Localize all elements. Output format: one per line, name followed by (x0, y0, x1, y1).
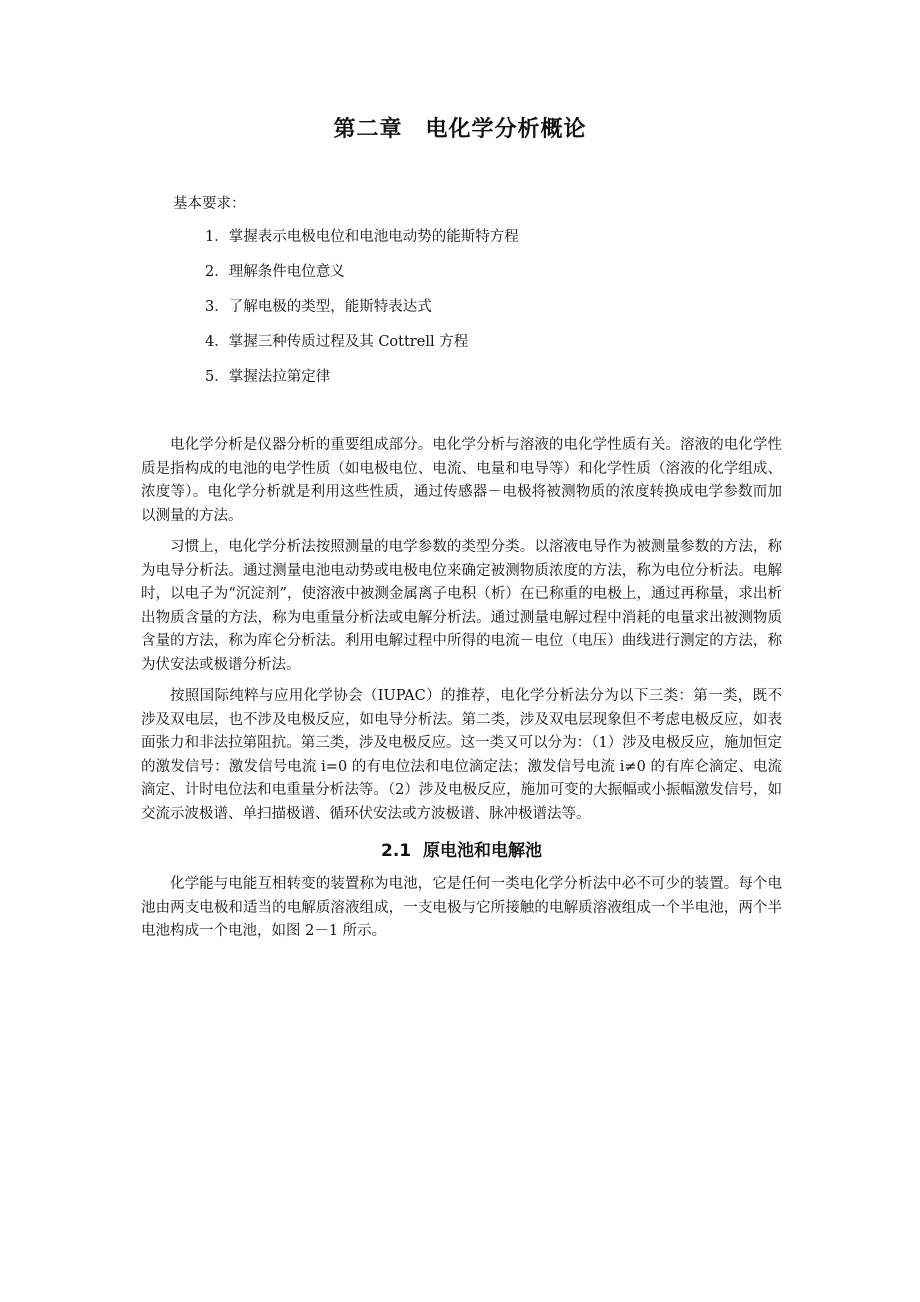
chapter-title: 第二章 电化学分析概论 (333, 117, 587, 142)
requirements-list (205, 225, 519, 400)
paragraph-cell-definition: 化学能与电能互相转变的装置称为电池，它是任何一类电化学分析法中必不可少的装置。每个电池由两支电极和适当的电解质溶液组成，一支电极与它所接触的电解质溶液组成一个半电池，两个半电池构成一个电池，如图 2－1 所示。 (141, 876, 782, 939)
paragraph-classification: 习惯上，电化学分析法按照测量的电学参数的类型分类。以溶液电导作为被测量参数的方法，称为电导分析法。通过测量电池电动势或电极电位来确定被测物质浓度的方法，称为电位分析法。电解时，以电子为“沉淀剂”，使溶液中被测金属离子电积（析）在已称重的电极上，通过再称量，求出析出物质含量的方法，称为电重量分析法或电解分析法。通过测量电解过程中消耗的电量求出被测物质含量的方法，称为库仑分析法。利用电解过程中所得的电流－电位（电压）曲线进行测定的方法，称为伏安法或极谱分析法。 (141, 539, 782, 673)
paragraph-intro: 电化学分析是仪器分析的重要组成部分。电化学分析与溶液的电化学性质有关。溶液的电化学性质是指构成的电池的电学性质（如电极电位、电流、电量和电导等）和化学性质（溶液的化学组成、浓度等）。电化学分析就是利用这些性质，通过传感器－电极将被测物质的浓度转换成电学参数而加以测量的方法。 (141, 437, 782, 524)
requirement-item: 4．掌握三种传质过程及其 Cottrell 方程 (205, 334, 469, 350)
requirement-item: 1．掌握表示电极电位和电池电动势的能斯特方程 (205, 229, 519, 245)
requirement-item: 5．掌握法拉第定律 (205, 369, 331, 385)
requirement-item: 3．了解电极的类型，能斯特表达式 (205, 299, 432, 315)
requirement-item: 2．理解条件电位意义 (205, 264, 345, 280)
section-title: 2.1 原电池和电解池 (381, 841, 542, 861)
body-text (141, 434, 782, 952)
paragraph-iupac: 按照国际纯粹与应用化学协会（IUPAC）的推荐，电化学分析法分为以下三类：第一类，既不涉及双电层，也不涉及电极反应，如电导分析法。第二类，涉及双电层现象但不考虑电极反应，如表面张力和非法拉第阻抗。第三类，涉及电极反应。这一类又可以分为：（1）涉及电极反应，施加恒定的激发信号：激发信号电流 i=0 的有电位法和电位滴定法；激发信号电流 i≠0 的有库仑滴定、电流滴定、计时电位法和电重量分析法等。（2）涉及电极反应，施加可变的大振幅或小振幅激发信号，如交流示波极谱、单扫描极谱、循环伏安法或方波极谱、脉冲极谱法等。 (141, 688, 782, 822)
requirements-heading: 基本要求： (173, 196, 246, 212)
